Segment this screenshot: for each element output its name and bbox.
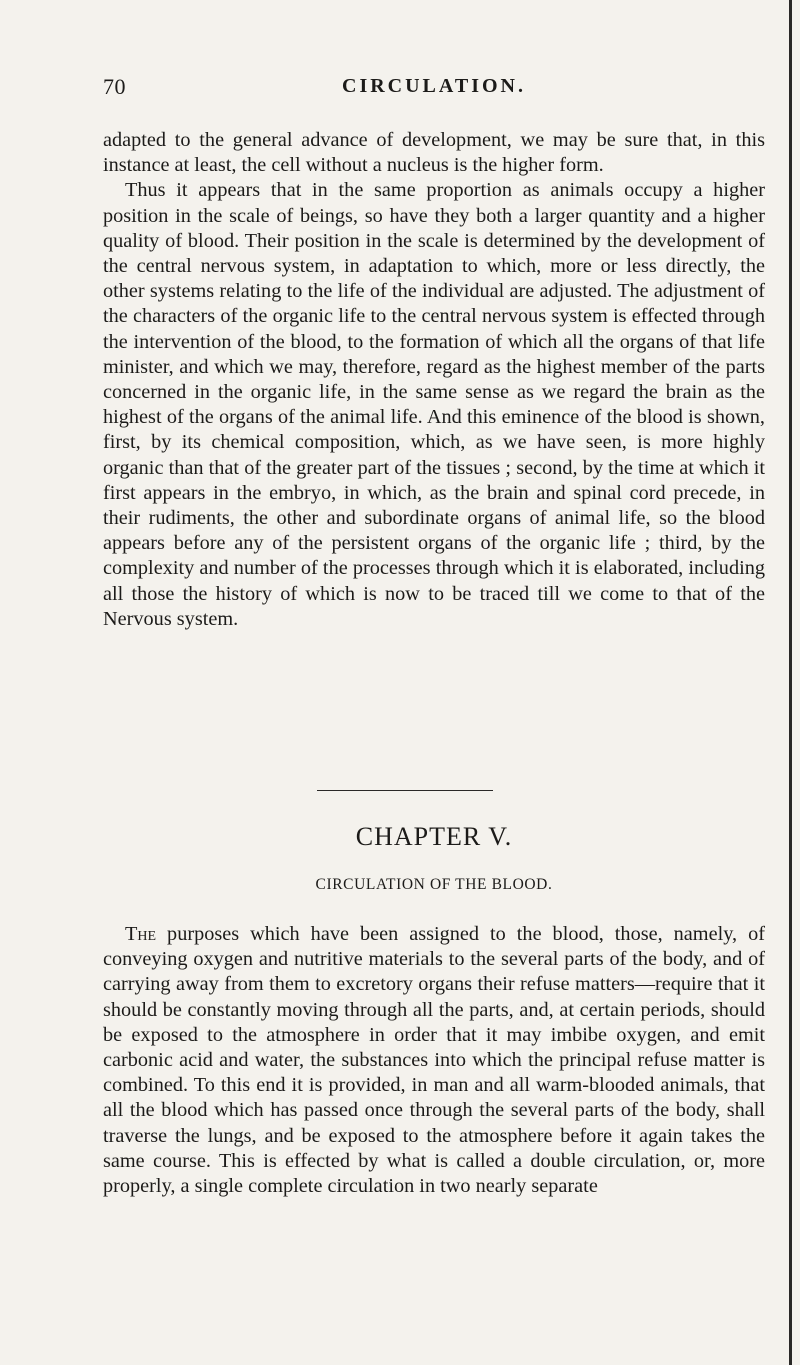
page-edge-shadow xyxy=(789,0,792,1365)
running-title: CIRCULATION. xyxy=(342,75,526,97)
chapter-subtitle: CIRCULATION OF THE BLOOD. xyxy=(315,876,553,893)
paragraph-continuation: adapted to the general advance of development, we may be sure that, in this instance at least, the cell without a nucleus is the higher form. xyxy=(103,129,765,177)
text-block-chapter xyxy=(103,922,765,1199)
chapter-paragraph-text: purposes which have been assigned to the blood, those, namely, of conveying oxygen and nutritive materials to the several parts of the body, and of carrying away from them to excretory organs their refuse matters—require that it should be constantly moving through all the parts, and, at certain periods, should be exposed to the atmosphere in order that it may imbibe oxygen, and emit carbonic acid and water, the substances into which the principal refuse matter is combined. To this end it is provided, in man and all warm-blooded animals, that all the blood which has passed once through the several parts of the body, shall traverse the lungs, and be exposed to the atmosphere before it again takes the same course. This is effected by what is called a double circulation, or, more properly, a single complete circulation in two nearly separate xyxy=(103,923,765,1198)
chapter-opening-paragraph xyxy=(103,922,765,1199)
section-divider xyxy=(317,790,493,791)
text-block-top xyxy=(103,128,765,632)
running-head xyxy=(103,74,765,104)
chapter-heading: CHAPTER V. xyxy=(355,822,513,851)
page-number: 70 xyxy=(103,74,126,99)
lead-word: The xyxy=(125,923,157,945)
paragraph-blood-quality: Thus it appears that in the same proportion as animals occupy a higher position in the scale of beings, so have they both a larger quantity and a higher quality of blood. Their position in the scale is determined by the development of the central nervous system, in adaptation to which, more or less directly, the other systems relating to the life of the individual are adjusted. The adjustment of the characters of the organic life to the central nervous system is effected through the intervention of the blood, to the formation of which all the organs of that life minister, and which we may, therefore, regard as the highest member of the parts concerned in the organic life, in the same sense as we regard the brain as the highest of the organs of the animal life. And this eminence of the blood is shown, first, by its chemical composition, which, as we have seen, is more highly organic than that of the greater part of the tissues ; second, by the time at which it first appears in the embryo, in which, as the brain and spinal cord precede, in their rudiments, the other and subordinate organs of animal life, so the blood appears before any of the persistent organs of the organic life ; third, by the complexity and number of the processes through which it is elaborated, including all those the history of which is now to be traced till we come to that of the Nervous system. xyxy=(103,179,765,630)
